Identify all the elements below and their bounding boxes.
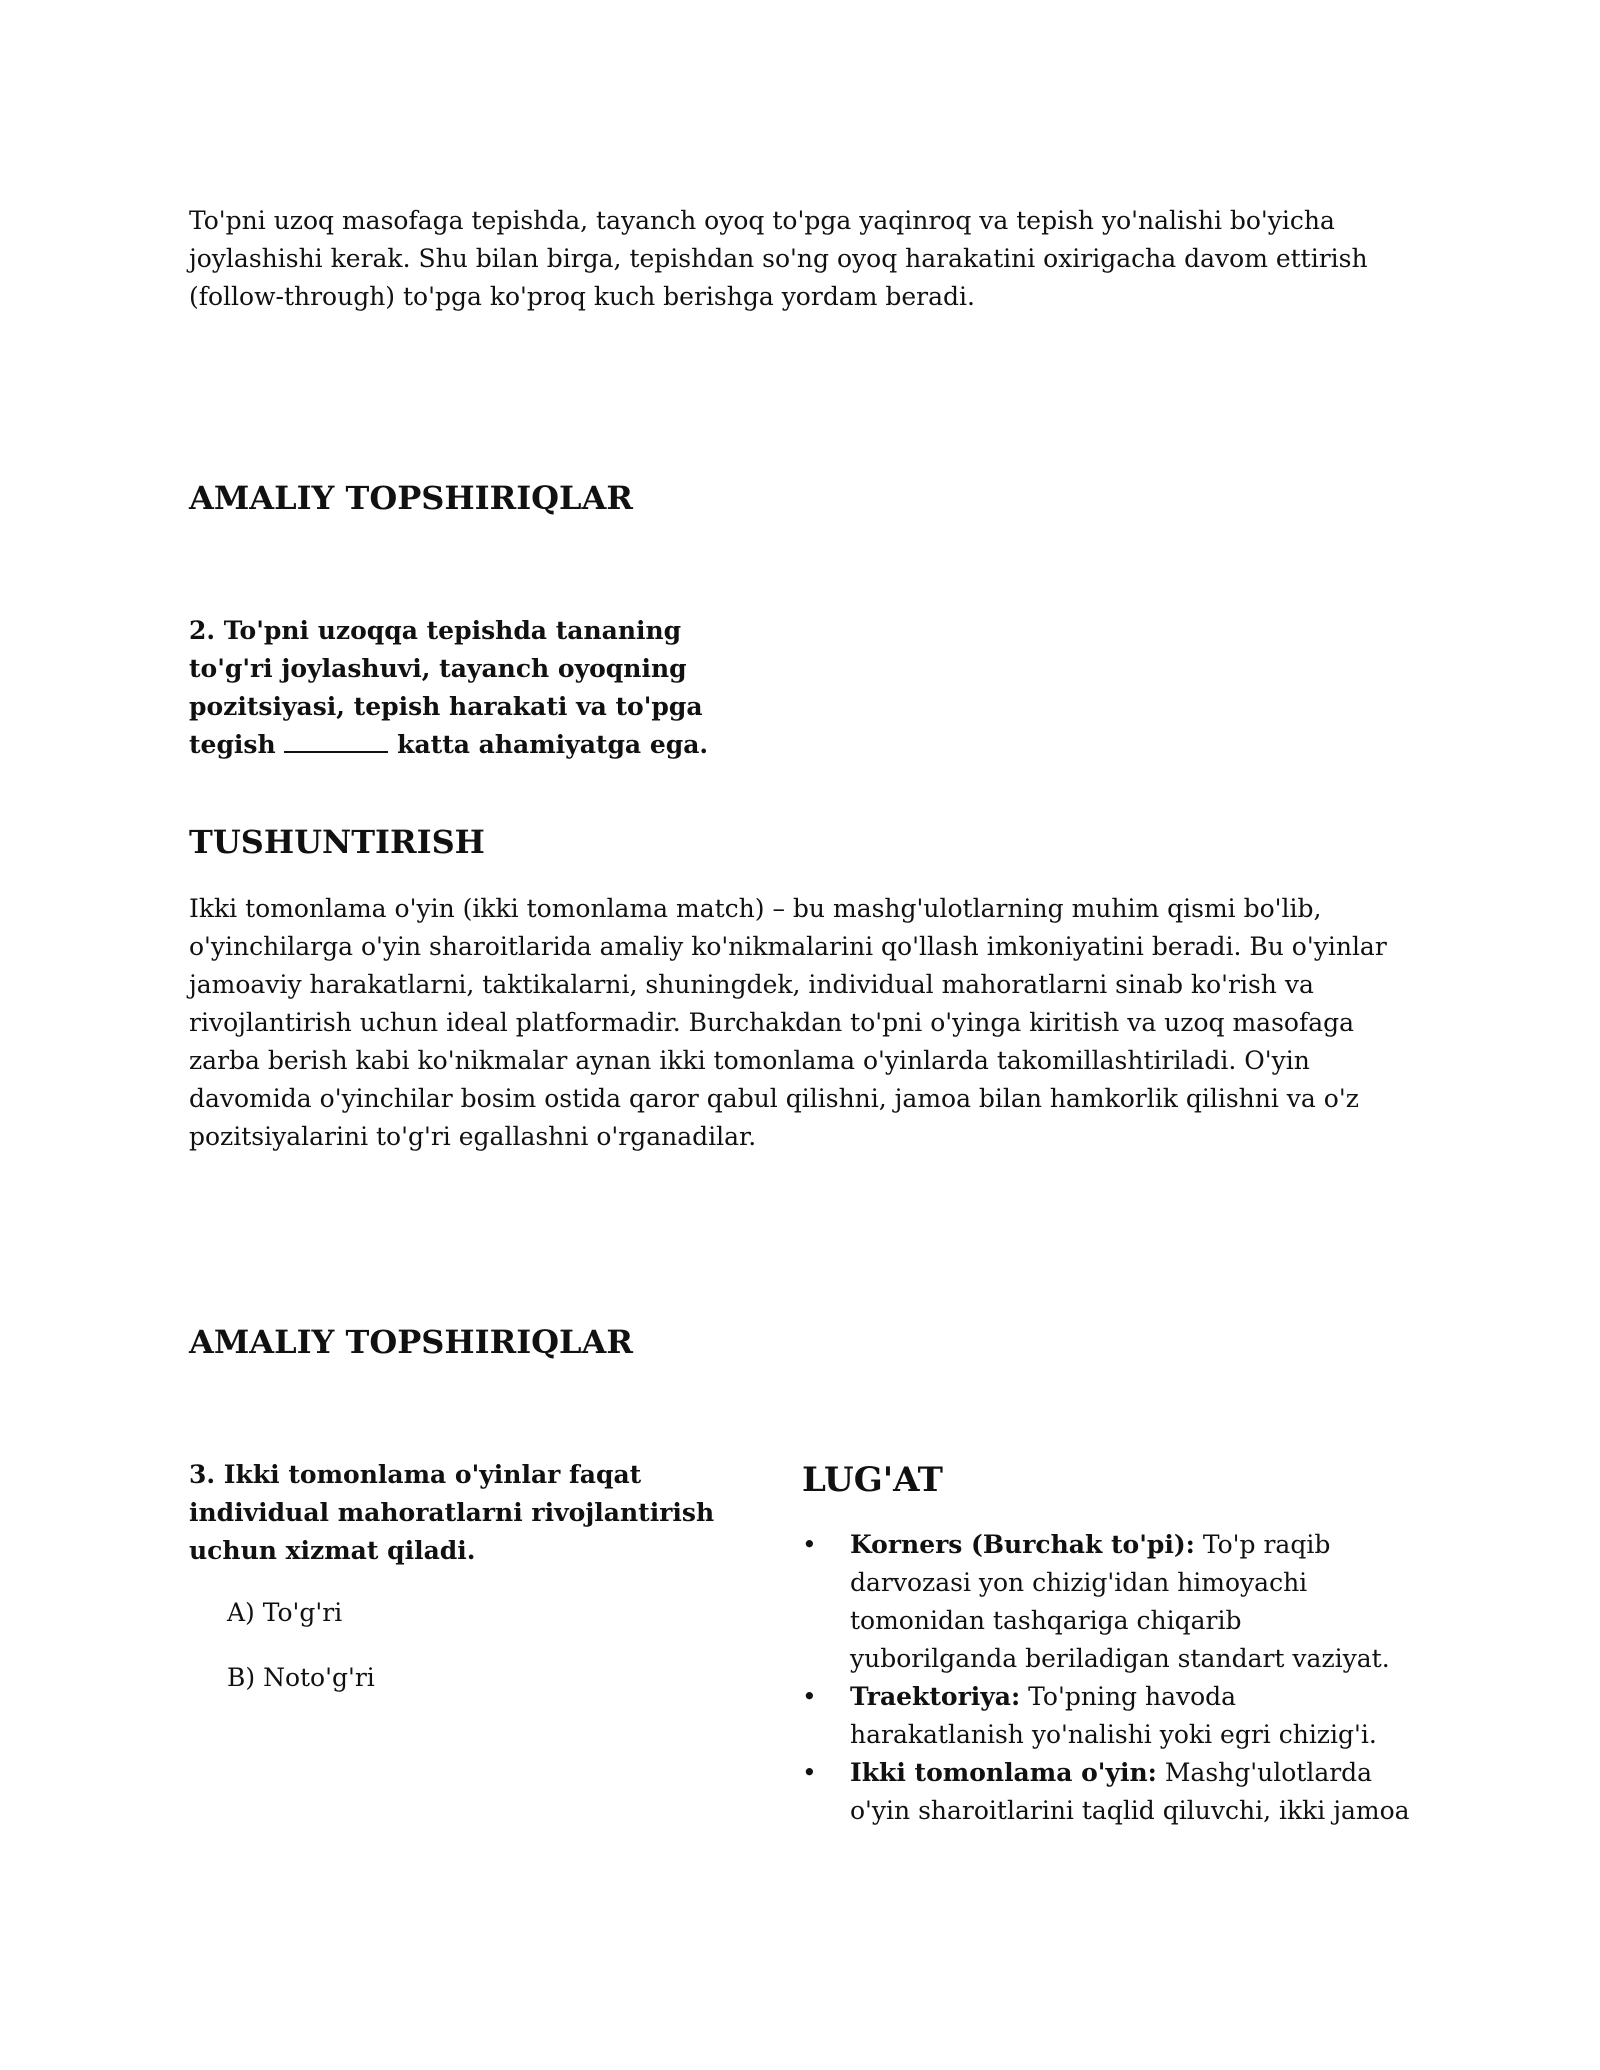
bullet-icon: • — [802, 1758, 817, 1787]
answer-options — [189, 1594, 759, 1697]
section-heading: AMALIY TOPSHIRIQLAR — [189, 479, 633, 517]
question-text: 3. Ikki tomonlama o'yinlar faqat individual mahoratlarni rivojlantirish uchun xizmat qiladi. — [189, 1460, 715, 1565]
glossary-item — [802, 1754, 1412, 1830]
explanation-section — [189, 822, 1429, 1156]
glossary-term: Korners (Burchak to'pi): — [850, 1530, 1195, 1559]
glossary-term: Traektoriya: — [850, 1682, 1021, 1711]
bullet-icon: • — [802, 1682, 817, 1711]
glossary-definition: To'pning havoda harakatlanish yo'nalishi yoki egri chizig'i. — [850, 1682, 1377, 1749]
intro-section — [189, 202, 1409, 316]
section-heading: AMALIY TOPSHIRIQLAR — [189, 1323, 633, 1361]
section2 — [189, 1322, 1089, 1362]
glossary-definition: Mashg'ulotlarda o'yin sharoitlarini taqlid qiluvchi, ikki jamoa — [850, 1758, 1410, 1825]
answer-blank[interactable] — [284, 729, 388, 753]
question-text: 2. To'pni uzoqqa tepishda tananing to'g'ri joylashuvi, tayanch oyoqning pozitsiyasi, tepish harakati va to'pga tegish — [189, 616, 703, 759]
question-3 — [189, 1456, 759, 1697]
question-text-end: katta ahamiyatga ega. — [397, 730, 709, 759]
glossary-item — [802, 1526, 1412, 1678]
glossary-heading: LUG'AT — [802, 1460, 943, 1500]
option-b[interactable]: B) Noto'g'ri — [227, 1663, 375, 1692]
bullet-icon: • — [802, 1530, 817, 1559]
explanation-paragraph: Ikki tomonlama o'yin (ikki tomonlama match) – bu mashg'ulotlarning muhim qismi bo'lib, o'yinchilarga o'yin sharoitlarida amaliy ko'nikmalarini qo'llash imkoniyatini beradi. Bu o'yinlar jamoaviy harakatlarni, taktikalarni, shuningdek, individual mahoratlarni sinab ko'rish va rivojlantirish uchun ideal platformadir. Burchakdan to'pni o'yinga kiritish va uzoq masofaga zarba berish kabi ko'nikmalar aynan ikki tomonlama o'yinlarda takomillashtiriladi. O'yin davomida o'yinchilar bosim ostida qaror qabul qilishni, jamoa bilan hamkorlik qilishni va o'z pozitsiyalarini to'g'ri egallashni o'rganadilar. — [189, 894, 1387, 1151]
glossary-item — [802, 1678, 1412, 1754]
explanation-heading: TUSHUNTIRISH — [189, 823, 485, 861]
glossary-definition: To'p raqib darvozasi yon chizig'idan himoyachi tomonidan tashqariga chiqarib yuborilganda beriladigan standart vaziyat. — [850, 1530, 1390, 1673]
intro-paragraph: To'pni uzoq masofaga tepishda, tayanch oyoq to'pga yaqinroq va tepish yo'nalishi bo'yicha joylashishi kerak. Shu bilan birga, tepishdan so'ng oyoq harakatini oxirigacha davom ettirish (follow-through) to'pga ko'proq kuch berishga yordam beradi. — [189, 206, 1368, 311]
glossary-section — [802, 1460, 1412, 1830]
option-a[interactable]: A) To'g'ri — [227, 1598, 343, 1627]
glossary-list — [802, 1526, 1412, 1830]
section1 — [189, 478, 1089, 518]
glossary-term: Ikki tomonlama o'yin: — [850, 1758, 1157, 1787]
question-2 — [189, 612, 729, 764]
